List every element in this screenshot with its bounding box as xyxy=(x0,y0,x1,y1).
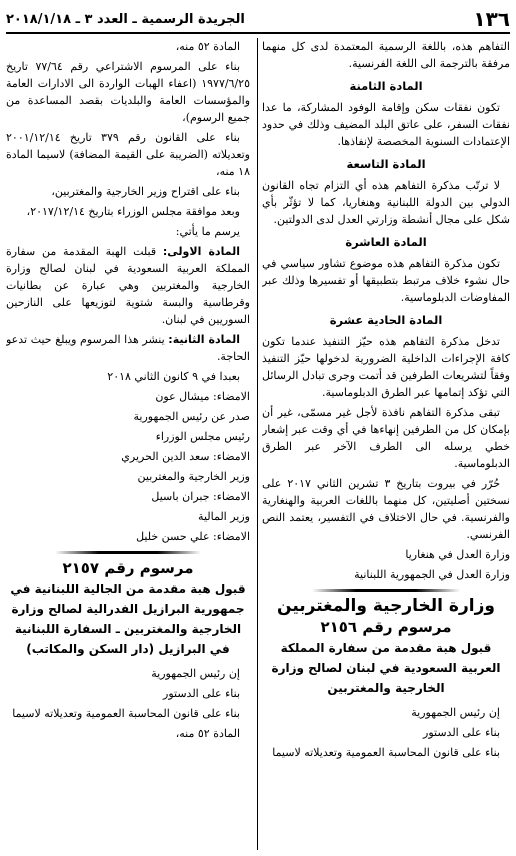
left-column xyxy=(6,38,250,850)
signature-line: وزارة العدل في هنغاريا xyxy=(405,548,510,561)
ministry-heading: وزارة الخارجية والمغتربين xyxy=(277,596,495,616)
decree-number: مرسوم رقم ٢١٥٦ xyxy=(320,618,452,636)
paragraph: إن رئيس الجمهورية xyxy=(411,706,500,719)
paragraph: حُرّر في بيروت بتاريخ ٣ تشرين الثاني ٢٠١٧ على نسختين أصليتين، كل منهما باللغات العربية والهنغارية والفرنسية. في حال الاختلاف في التفسير، يعتمد النص الفرنسي. xyxy=(262,477,510,541)
decree-number: مرسوم رقم ٢١٥٧ xyxy=(62,559,194,577)
paragraph: بناء على اقتراح وزير الخارجية والمغتربين، xyxy=(51,185,240,198)
paragraph: إن رئيس الجمهورية xyxy=(151,667,240,680)
paragraph: تدخل مذكرة التفاهم هذه حيّز التنفيذ عندما تكون كافة الإجراءات الداخلية الضرورية لدخولها حيّز التنفيذ وفقاً لتشريعات الطرفين قد أتمت وجرى تبادل الرسائل التي تؤكد إتمامها عبر الطرق الدبلوماسية. xyxy=(262,335,510,399)
signature-line: صدر عن رئيس الجمهورية xyxy=(133,410,250,423)
signature-line: الامضاء: علي حسن خليل xyxy=(136,530,250,543)
decree-title: قبول هبة مقدمة من الجالية اللبنانية في جمهورية البرازيل الفدرالية لصالح وزارة الخارجية والمغتربين ـ السفارة اللبنانية في البرازيل (دار السكن والمكاتب) xyxy=(10,582,246,656)
article-1 xyxy=(6,243,250,328)
paragraph: تبقى مذكرة التفاهم نافذة لأجل غير مسمّى، غير أن بإمكان كل من الطرفين إنهاءها في أي وقت عبر إشعار خطي يرسله الى الطرف الآخر عبر الطرق الدبلوماسية. xyxy=(262,406,510,470)
signature-line: وزارة العدل في الجمهورية اللبنانية xyxy=(354,568,510,581)
article-2 xyxy=(6,331,250,365)
paragraph: المادة ٥٢ منه، xyxy=(175,727,240,740)
article-heading: المادة العاشرة xyxy=(345,235,427,249)
paragraph: تكون نفقات سكن وإقامة الوفود المشاركة، ما عدا نفقات السفر، على عاتق البلد المضيف وذلك في حدود الإعتمادات السنوية المخصصة لإنفاذها. xyxy=(262,101,510,148)
signature-line: الامضاء: سعد الدين الحريري xyxy=(121,450,250,463)
paragraph: بناء على القانون رقم ٣٧٩ تاريخ ٢٠٠١/١٢/١٤ وتعديلاته (الضريبة على القيمة المضافة) لاسيما المادة ١٨ منه، xyxy=(6,131,250,178)
paragraph: بناء على الدستور xyxy=(163,687,240,700)
decree-title: قبول هبة مقدمة من سفارة المملكة العربية السعودية في لبنان لصالح وزارة الخارجية والمغتربين xyxy=(271,641,501,695)
page-number: ١٣٦ xyxy=(473,7,510,31)
signature-line: الامضاء: جبران باسيل xyxy=(151,490,250,503)
signature-line: وزير المالية xyxy=(198,510,250,523)
paragraph: يرسم ما يأتي: xyxy=(175,225,240,238)
paragraph: بناء على الدستور xyxy=(423,726,500,739)
paragraph: التفاهم هذه، باللغة الرسمية المعتمدة لدى كل منهما مرفقة بالترجمة الى اللغة الفرنسية. xyxy=(262,40,510,70)
gazette-title: الجريدة الرسمية ـ العدد ٣ ـ ٢٠١٨/١/١٨ xyxy=(6,11,245,27)
signature-line: وزير الخارجية والمغتربين xyxy=(137,470,250,483)
decree-date: بعبدا في ٩ كانون الثاني ٢٠١٨ xyxy=(107,370,240,383)
article-label: المادة الاولى: xyxy=(162,245,240,258)
page-header xyxy=(6,6,510,34)
paragraph: وبعد موافقة مجلس الوزراء بتاريخ ٢٠١٧/١٢/١٤، xyxy=(26,205,240,218)
article-text: قبلت الهبة المقدمة من سفارة المملكة العربية السعودية في لبنان لصالح وزارة الخارجية والمغتربين وهي عبارة عن بطانيات وقرطاسية والبسة شتوية لتوزيعها على النازحين السوريين في لبنان. xyxy=(6,245,250,326)
article-heading: المادة الحادية عشرة xyxy=(329,313,443,327)
section-divider xyxy=(312,589,461,592)
paragraph: بناء على قانون المحاسبة العمومية وتعديلاته لاسيما xyxy=(12,707,240,720)
article-heading: المادة التاسعة xyxy=(346,157,426,171)
paragraph: المادة ٥٢ منه، xyxy=(175,40,240,53)
signature-line: رئيس مجلس الوزراء xyxy=(155,430,250,443)
section-divider xyxy=(55,551,201,554)
right-column xyxy=(262,38,510,850)
article-label: المادة الثانية: xyxy=(168,333,240,346)
article-text: ينشر هذا المرسوم ويبلغ حيث تدعو الحاجة. xyxy=(6,333,250,363)
paragraph: لا ترتّب مذكرة التفاهم هذه أي التزام تجاه القانون الدولي بين الدولة اللبنانية وهنغاريا، كما لا تؤثّر بأي شكل على مجال أنشطة وزارتي العدل لدى الدولتين. xyxy=(262,179,510,226)
article-heading: المادة الثامنة xyxy=(349,79,423,93)
paragraph: بناء على المرسوم الاشتراعي رقم ٧٧/٦٤ تاريخ ١٩٧٧/٦/٢٥ (اعفاء الهبات الواردة الى الادارات العامة والمؤسسات العامة والبلديات بقصد المساعدة من جميع الرسوم)، xyxy=(6,60,250,124)
column-divider xyxy=(257,38,258,850)
signature-line: الامضاء: ميشال عون xyxy=(155,390,250,403)
paragraph: بناء على قانون المحاسبة العمومية وتعديلاته لاسيما xyxy=(272,746,500,759)
paragraph: تكون مذكرة التفاهم هذه موضوع تشاور سياسي في حال نشوء خلاف مرتبط بتطبيقها أو تفسيرها وذلك عبر المفاوضات الدبلوماسية. xyxy=(262,257,510,304)
